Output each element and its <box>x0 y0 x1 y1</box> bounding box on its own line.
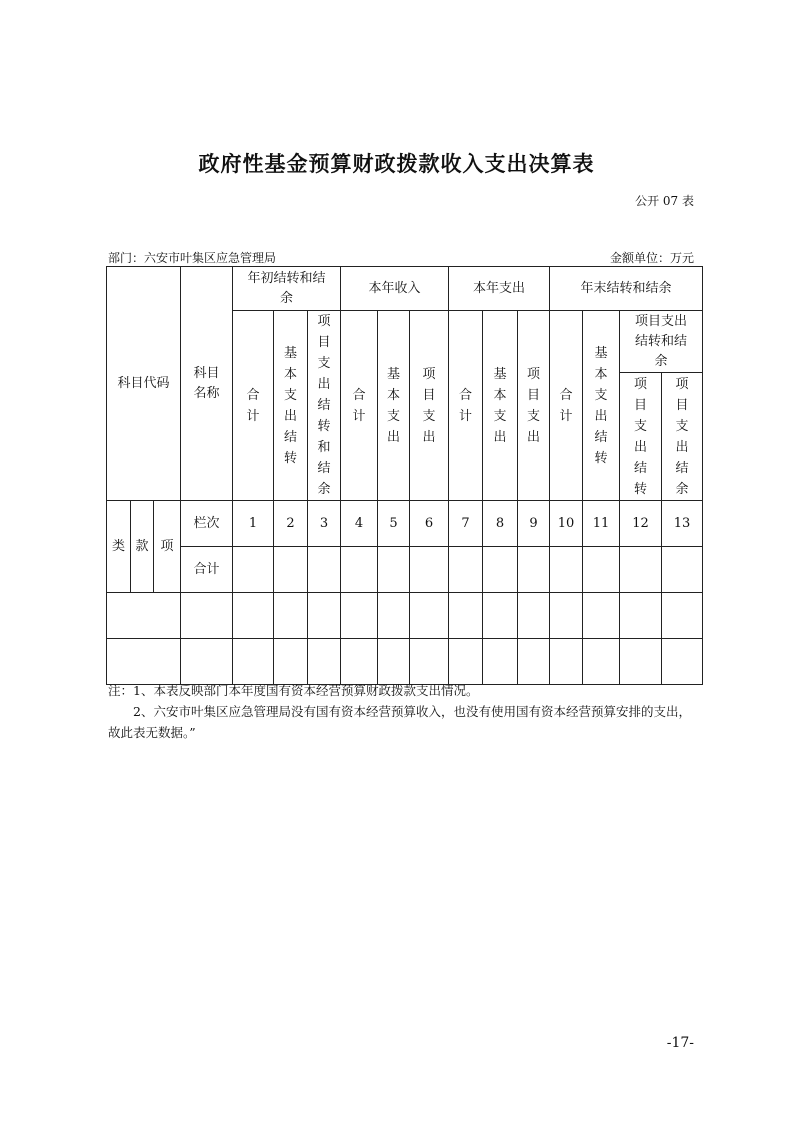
col-number: 5 <box>378 501 410 547</box>
row-index-label: 栏次 <box>181 501 233 547</box>
header-income-basic: 基本支出 <box>378 311 410 501</box>
col-kuan: 款 <box>131 501 154 593</box>
empty-cell <box>308 547 341 593</box>
col-number: 11 <box>583 501 620 547</box>
empty-cell <box>308 593 341 639</box>
col-number: 12 <box>620 501 662 547</box>
empty-cell <box>233 593 274 639</box>
col-number: 6 <box>410 501 449 547</box>
table-row <box>107 639 703 685</box>
col-xiang: 项 <box>154 501 181 593</box>
empty-cell <box>410 639 449 685</box>
empty-cell <box>341 593 378 639</box>
empty-cell <box>378 639 410 685</box>
empty-cell <box>341 547 378 593</box>
col-number: 1 <box>233 501 274 547</box>
col-number: 9 <box>518 501 550 547</box>
form-number: 公开 07 表 <box>635 194 694 208</box>
col-number: 7 <box>449 501 483 547</box>
empty-cell <box>181 593 233 639</box>
budget-table <box>106 266 703 685</box>
header-year-income: 本年收入 <box>341 267 449 311</box>
header-end-project-carry-surplus: 项目支出结转和结余 <box>620 311 703 373</box>
empty-cell <box>378 547 410 593</box>
col-number: 2 <box>274 501 308 547</box>
header-begin-basic-carry: 基本支出结转 <box>274 311 308 501</box>
empty-cell <box>449 547 483 593</box>
note-line-1: 注：1、本表反映部门本年度国有资本经营预算财政拨款支出情况。 <box>108 683 479 698</box>
empty-cell <box>550 593 583 639</box>
empty-cell <box>583 547 620 593</box>
empty-cell <box>483 639 518 685</box>
empty-cell <box>550 639 583 685</box>
header-begin-balance: 年初结转和结余 <box>233 267 341 311</box>
empty-cell <box>620 547 662 593</box>
header-subject-code: 科目代码 <box>107 267 181 501</box>
header-subject-name: 科目名称 <box>181 267 233 501</box>
empty-cell <box>662 593 703 639</box>
empty-cell <box>233 639 274 685</box>
empty-cell <box>483 593 518 639</box>
empty-cell <box>583 639 620 685</box>
empty-cell <box>518 593 550 639</box>
header-begin-project-carry-surplus: 项目支出结转和结余 <box>308 311 341 501</box>
col-lei: 类 <box>107 501 131 593</box>
header-expense-basic: 基本支出 <box>483 311 518 501</box>
header-end-basic-carry: 基本支出结转 <box>583 311 620 501</box>
header-expense-total: 合计 <box>449 311 483 501</box>
header-income-total: 合计 <box>341 311 378 501</box>
empty-cell <box>107 593 181 639</box>
col-number: 4 <box>341 501 378 547</box>
col-number: 13 <box>662 501 703 547</box>
col-number: 10 <box>550 501 583 547</box>
empty-cell <box>583 593 620 639</box>
empty-cell <box>274 639 308 685</box>
empty-cell <box>181 639 233 685</box>
empty-cell <box>274 593 308 639</box>
empty-cell <box>518 639 550 685</box>
notes <box>108 680 698 743</box>
page-title: 政府性基金预算财政拨款收入支出决算表 <box>198 151 595 176</box>
empty-cell <box>518 547 550 593</box>
header-expense-project: 项目支出 <box>518 311 550 501</box>
empty-cell <box>107 639 181 685</box>
empty-cell <box>620 593 662 639</box>
header-income-project: 项目支出 <box>410 311 449 501</box>
header-end-balance: 年末结转和结余 <box>550 267 703 311</box>
note-line-2: 2、六安市叶集区应急管理局没有国有资本经营预算收入，也没有使用国有资本经营预算安排的支出，故此表无数据。” <box>108 704 691 740</box>
header-end-project-surplus: 项目支出结余 <box>662 373 703 501</box>
header-begin-total: 合计 <box>233 311 274 501</box>
col-number: 3 <box>308 501 341 547</box>
header-end-total: 合计 <box>550 311 583 501</box>
amount-unit-label: 金额单位：万元 <box>609 251 694 265</box>
empty-cell <box>662 639 703 685</box>
header-end-project-carry: 项目支出结转 <box>620 373 662 501</box>
empty-cell <box>274 547 308 593</box>
header-year-expense: 本年支出 <box>449 267 550 311</box>
empty-cell <box>378 593 410 639</box>
empty-cell <box>483 547 518 593</box>
empty-cell <box>233 547 274 593</box>
row-total-label: 合计 <box>181 547 233 593</box>
empty-cell <box>341 639 378 685</box>
empty-cell <box>449 639 483 685</box>
empty-cell <box>620 639 662 685</box>
empty-cell <box>662 547 703 593</box>
table-row <box>107 593 703 639</box>
empty-cell <box>410 547 449 593</box>
page-number: -17- <box>666 1035 694 1051</box>
empty-cell <box>410 593 449 639</box>
empty-cell <box>550 547 583 593</box>
empty-cell <box>449 593 483 639</box>
department-label: 部门：六安市叶集区应急管理局 <box>108 251 277 265</box>
col-number: 8 <box>483 501 518 547</box>
empty-cell <box>308 639 341 685</box>
